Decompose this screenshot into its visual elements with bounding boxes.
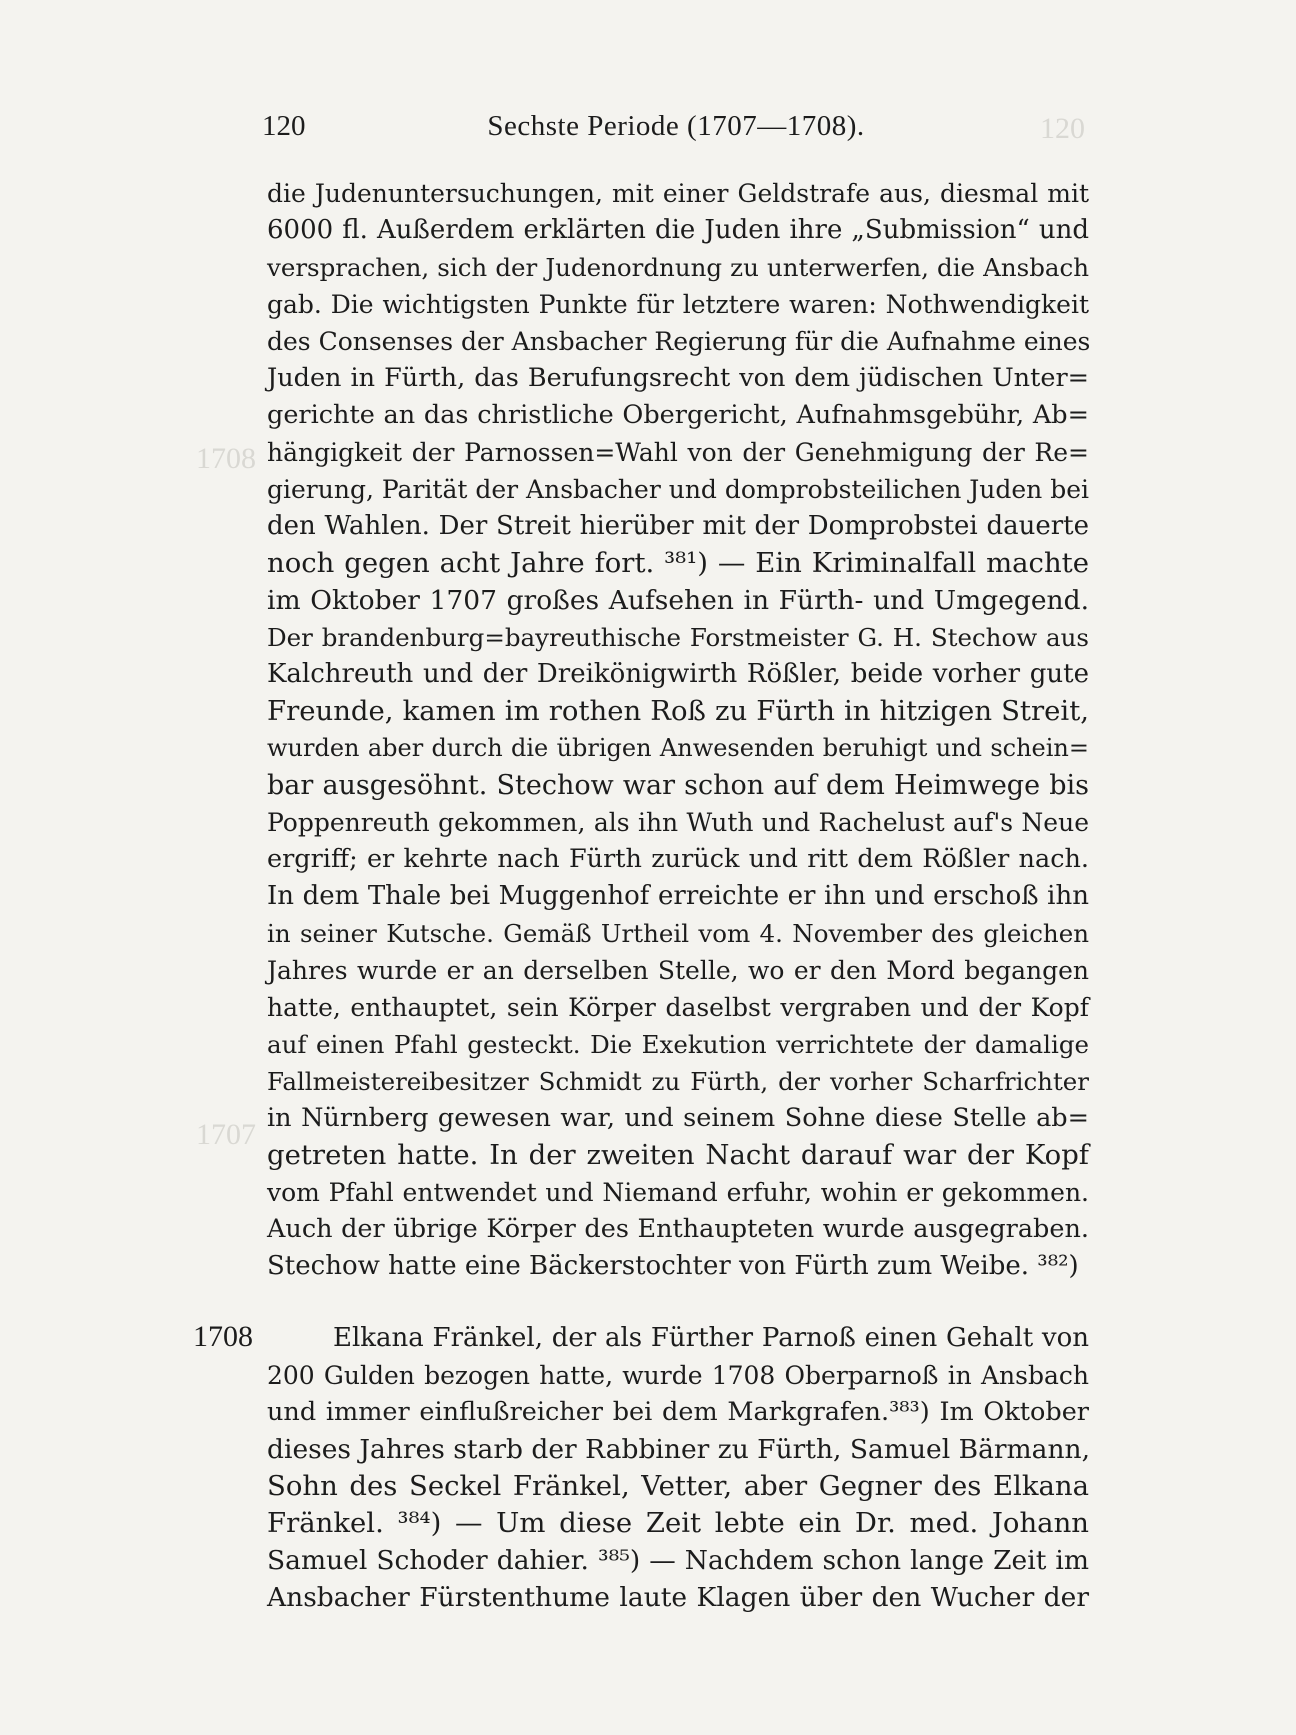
- text-line: vom Pfahl entwendet und Niemand erfuhr, wohin er gekommen.: [267, 1178, 1089, 1207]
- text-line: bar ausgesöhnt. Stechow war schon auf dem Heimwege bis: [267, 770, 1089, 801]
- text-line: wurden aber durch die übrigen Anwesenden beruhigt und schein=: [267, 734, 1089, 762]
- text-line: in seiner Kutsche. Gemäß Urtheil vom 4. November des gleichen: [267, 919, 1089, 948]
- text-line: hängigkeit der Parnossen=Wahl von der Genehmigung der Re=: [267, 438, 1089, 467]
- text-line: versprachen, sich der Judenordnung zu unterwerfen, die Ansbach: [267, 253, 1089, 282]
- text-line: den Wahlen. Der Streit hierüber mit der Domprobstei dauerte: [267, 511, 1089, 541]
- text-line: dieses Jahres starb der Rabbiner zu Fürth, Samuel Bärmann,: [267, 1434, 1091, 1465]
- text-line: Stechow hatte eine Bäckerstochter von Fürth zum Weibe. ³⁸²): [267, 1251, 1079, 1281]
- text-line: hatte, enthauptet, sein Körper daselbst vergraben und der Kopf: [267, 993, 1089, 1022]
- text-line: Freunde, kamen im rothen Roß zu Fürth in hitzigen Streit,: [267, 695, 1089, 727]
- running-head: Sechste Periode (1707—1708).: [487, 110, 865, 142]
- margin-year-note: 1708: [193, 1320, 253, 1353]
- page-number: 120: [262, 110, 306, 142]
- bleed-through-year: 1707: [196, 1118, 256, 1151]
- text-line: Samuel Schoder dahier. ³⁸⁵) — Nachdem schon lange Zeit im: [267, 1545, 1089, 1576]
- text-line: getreten hatte. In der zweiten Nacht darauf war der Kopf: [267, 1139, 1089, 1171]
- text-line: Der brandenburg=bayreuthische Forstmeister G. H. Stechow aus: [267, 623, 1089, 652]
- text-line: Sohn des Seckel Fränkel, Vetter, aber Gegner des Elkana: [267, 1470, 1089, 1502]
- text-line: Juden in Fürth, das Berufungsrecht von dem jüdischen Unter=: [267, 363, 1089, 393]
- bleed-through-year: 1708: [196, 442, 256, 475]
- text-line: Poppenreuth gekommen, als ihn Wuth und Rachelust auf's Neue: [267, 808, 1089, 837]
- text-line: 6000 fl. Außerdem erklärten die Juden ihre „Submission“ und: [267, 215, 1089, 245]
- text-line: gierung, Parität der Ansbacher und domprobsteilichen Juden bei: [267, 475, 1090, 504]
- text-line: Kalchreuth und der Dreikönigwirth Rößler, beide vorher gute: [267, 659, 1089, 689]
- bleed-through-page-number: 120: [1040, 112, 1085, 145]
- text-line: In dem Thale bei Muggenhof erreichte er ihn und erschoß ihn: [267, 881, 1089, 911]
- text-line: gab. Die wichtigsten Punkte für letztere waren: Nothwendigkeit: [267, 290, 1089, 319]
- text-line: des Consenses der Ansbacher Regierung für die Aufnahme eines: [267, 327, 1091, 356]
- text-line: Fränkel. ³⁸⁴) — Um diese Zeit lebte ein Dr. med. Johann: [267, 1507, 1089, 1539]
- text-line: gerichte an das christliche Obergericht, Aufnahmsgebühr, Ab=: [267, 400, 1089, 430]
- text-line: Auch der übrige Körper des Enthaupteten wurde ausgegraben.: [267, 1214, 1089, 1244]
- text-line: und immer einflußreicher bei dem Markgrafen.³⁸³) Im Oktober: [267, 1397, 1089, 1427]
- text-line: in Nürnberg gewesen war, und seinem Sohne diese Stelle ab=: [267, 1103, 1089, 1133]
- text-line: Ansbacher Fürstenthume laute Klagen über den Wucher der: [267, 1582, 1089, 1613]
- text-line: 200 Gulden bezogen hatte, wurde 1708 Oberparnoß in Ansbach: [267, 1361, 1089, 1390]
- text-line: im Oktober 1707 großes Aufsehen in Fürth- und Umgegend.: [267, 585, 1089, 616]
- text-line: die Judenuntersuchungen, mit einer Geldstrafe aus, diesmal mit: [267, 179, 1089, 208]
- text-line: noch gegen acht Jahre fort. ³⁸¹) — Ein Kriminalfall machte: [267, 547, 1089, 579]
- text-line: Fallmeistereibesitzer Schmidt zu Fürth, der vorher Scharfrichter: [267, 1067, 1089, 1096]
- text-line: Jahres wurde er an derselben Stelle, wo er den Mord begangen: [267, 956, 1089, 985]
- text-line: auf einen Pfahl gesteckt. Die Exekution verrichtete der damalige: [267, 1030, 1089, 1059]
- page-header: [262, 110, 1090, 150]
- text-line: ergriff; er kehrte nach Fürth zurück und ritt dem Rößler nach.: [267, 844, 1089, 874]
- text-line: Elkana Fränkel, der als Fürther Parnoß einen Gehalt von: [333, 1323, 1089, 1353]
